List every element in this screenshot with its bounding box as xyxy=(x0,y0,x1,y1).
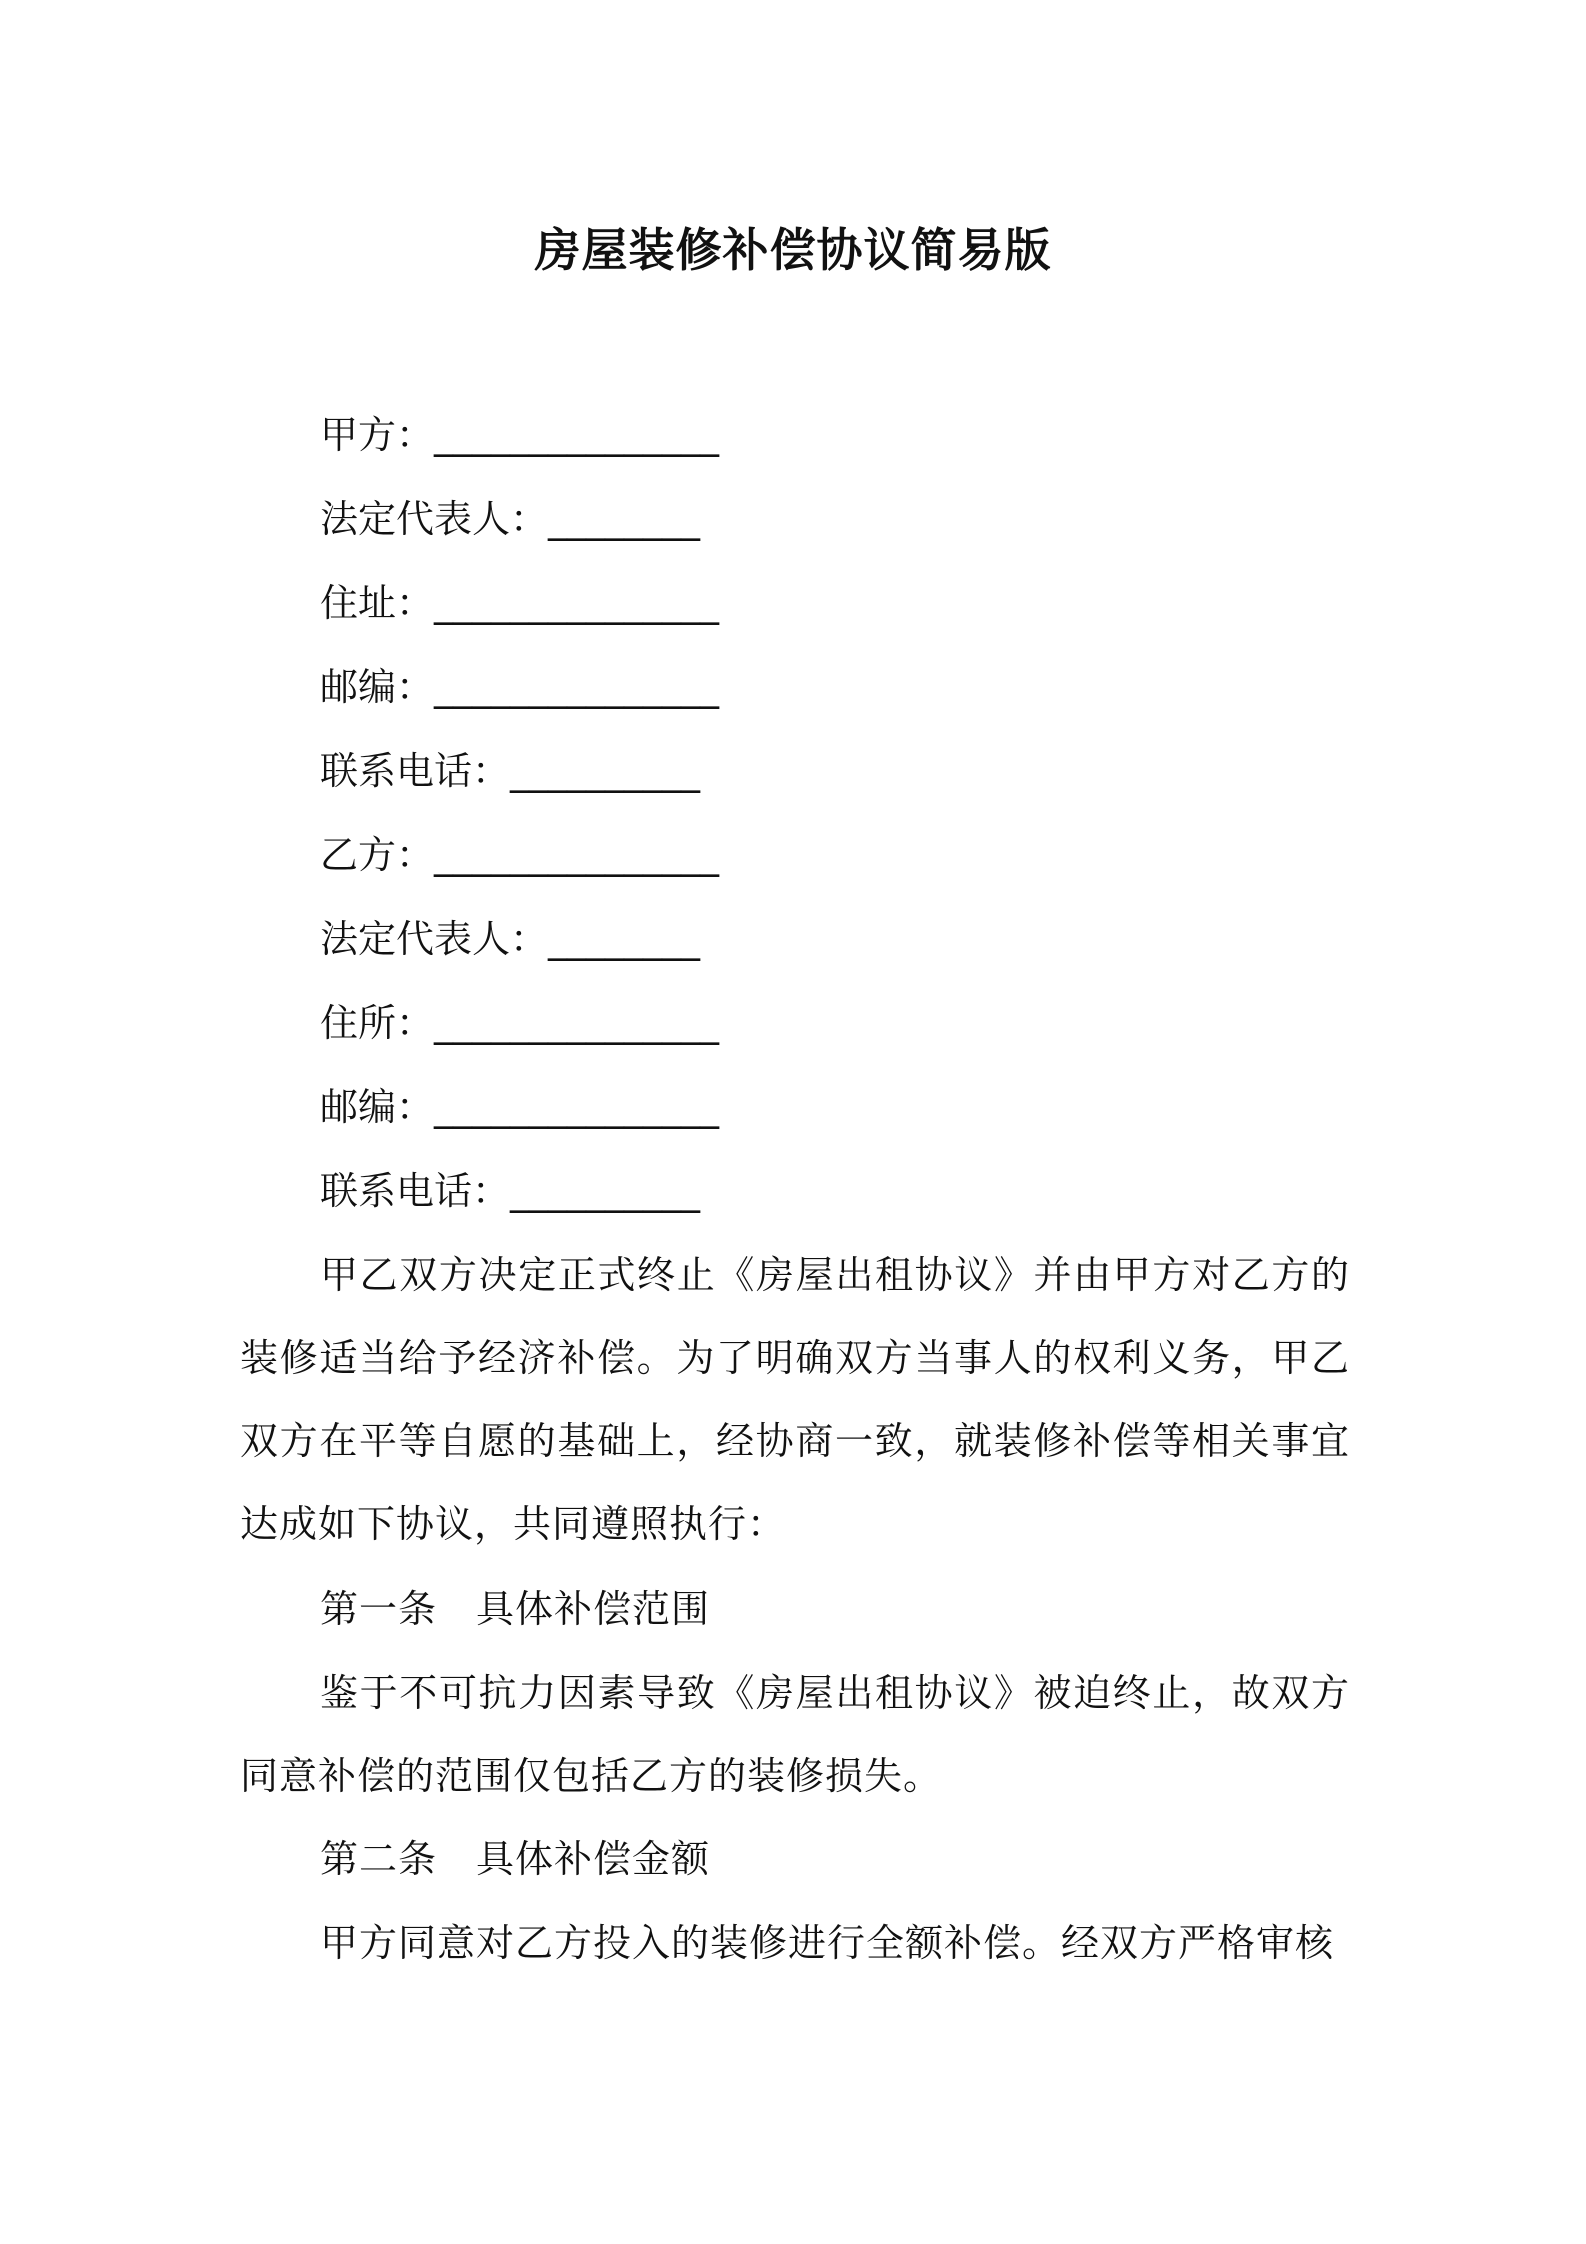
party-a-representative-field xyxy=(320,494,700,544)
article-2-body: 甲方同意对乙方投入的装修进行全额补偿。经双方严格审核 xyxy=(320,1921,1335,1965)
party-b-postcode-field xyxy=(320,1082,719,1132)
party-b-name-field xyxy=(320,830,719,880)
party-a-address-field xyxy=(320,578,719,628)
party-b-address-label: 住所： xyxy=(320,1001,435,1045)
party-b-phone-blank: __________ xyxy=(510,1169,701,1213)
party-a-name-field xyxy=(320,410,719,460)
party-b-blank: _______________ xyxy=(434,833,720,877)
party-b-postcode-blank: _______________ xyxy=(434,1085,720,1129)
party-b-address-field xyxy=(320,998,719,1048)
party-a-address-blank: _______________ xyxy=(434,581,720,625)
party-b-address-blank: _______________ xyxy=(434,1001,720,1045)
party-b-representative-blank: ________ xyxy=(548,917,701,961)
party-b-phone-field xyxy=(320,1166,700,1216)
party-a-label: 甲方： xyxy=(320,413,435,457)
party-b-phone-label: 联系电话： xyxy=(320,1169,511,1213)
document-title: 房屋装修补偿协议简易版 xyxy=(534,223,1052,277)
party-a-postcode-label: 邮编： xyxy=(320,665,435,709)
party-a-phone-label: 联系电话： xyxy=(320,749,511,793)
party-a-postcode-blank: _______________ xyxy=(434,665,720,709)
party-b-representative-field xyxy=(320,914,700,964)
party-b-label: 乙方： xyxy=(320,833,435,877)
party-b-representative-label: 法定代表人： xyxy=(320,917,549,961)
party-a-representative-blank: ________ xyxy=(548,497,701,541)
party-a-representative-label: 法定代表人： xyxy=(320,497,549,541)
party-b-postcode-label: 邮编： xyxy=(320,1085,435,1129)
party-a-address-label: 住址： xyxy=(320,581,435,625)
preamble-paragraph: 甲乙双方决定正式终止《房屋出租协议》并由甲方对乙方的装修适当给予经济补偿。为了明确双方当事人的权利义务，甲乙双方在平等自愿的基础上，经协商一致，就装修补偿等相关事宜达成如下协议，共同遵照执行： xyxy=(240,1253,1350,1546)
party-a-postcode-field xyxy=(320,662,719,712)
party-a-blank: _______________ xyxy=(434,413,720,457)
article-2-heading: 第二条 具体补偿金额 xyxy=(320,1837,711,1881)
article-1-body: 鉴于不可抗力因素导致《房屋出租协议》被迫终止，故双方同意补偿的范围仅包括乙方的装修损失。 xyxy=(240,1671,1350,1798)
article-1-heading: 第一条 具体补偿范围 xyxy=(320,1587,711,1631)
party-a-phone-blank: __________ xyxy=(510,749,701,793)
party-a-phone-field xyxy=(320,746,700,796)
